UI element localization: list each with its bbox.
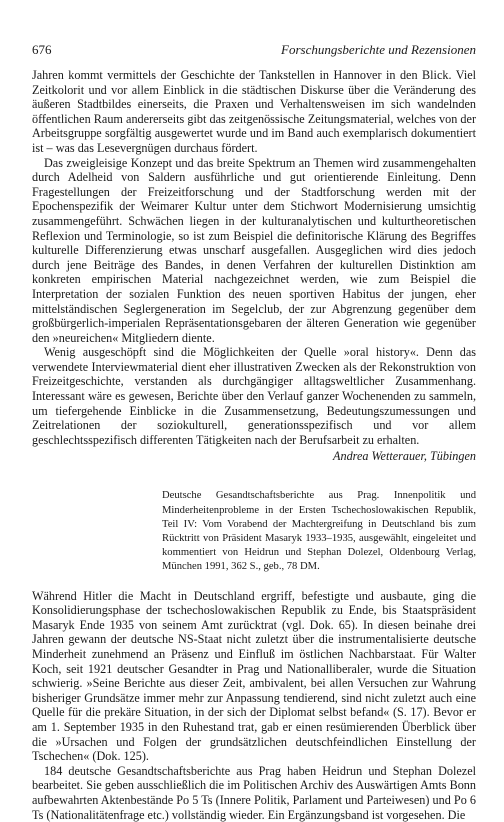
paragraph: Das zweigleisige Konzept und das breite Spektrum an Themen wird zusammengehalten durch Adelheid von Saldern ausführliche und gut orientierende Einleitung. Denn Fragestellungen der Freizeitforschung und der Stadtforschung werden mit der Epochenspezifik der Weimarer Kultur unter dem Stichwort Modernisierung umsichtig zusammengeführt. Schwächen liegen in der kulturanalytischen und kulturtheoretischen Reflexion und Terminologie, so ist zum Beispiel die definitorische Klärung des Begriffes kulturelle Differenzierung etwas unscharf ausgefallen. Ausgeglichen wird dies jedoch durch jene Beiträge des Bandes, in denen Verfahren der kulturellen Distinktion am konkreten empirischen Material nachgezeichnet werden, wie zum Beispiel die Interpretation der sozialen Funktion des neuen sportiven Habitus der jungen, eher mittelständischen Seglergeneration im Segelclub, der zur Abgrenzung gegenüber dem großbürgerlich-imperialen Repräsentationsgebaren der älteren Generation wie gegenüber den »neureichen« Mitgliedern diente.: [32, 155, 476, 345]
review-reference-block: [162, 489, 476, 574]
review-article-2: [32, 589, 476, 822]
reviewer-signature: Andrea Wetterauer, Tübingen: [333, 449, 476, 464]
page-number: 676: [32, 42, 52, 57]
review-article-1: [32, 68, 476, 465]
paragraph: Jahren kommt vermittels der Geschichte der Tankstellen in Hannover in den Blick. Viel Zeitkolorit und vor allem Einblick in die städtischen Diskurse über die Veränderung des äußeren Stadtbildes einerseits, die Praxen und Verhaltensweisen im sich wandelnden öffentlichen Raum andererseits gibt das zeitgenössische Zeitungsmaterial, welches von der Arbeitsgruppe sorgfältig ausgewertet wurde und im Band auch exemplarisch dokumentiert ist – was das Lesevergnügen durchaus fördert.: [32, 68, 476, 155]
paragraph: 184 deutsche Gesandtschaftsberichte aus Prag haben Heidrun und Stephan Dolezel bearbeitet. Sie geben ausschließlich die im Politischen Archiv des Auswärtigen Amts Bonn aufbewahrten Aktenbestände Po 5 Ts (Innere Politik, Parlament und Parteiwesen) und Po 6 Ts (Nationalitätenfrage etc.) vollständig wieder. Ein Ergänzungsband ist vorgesehen. Die: [32, 763, 476, 822]
paragraph: Während Hitler die Macht in Deutschland ergriff, befestigte und ausbaute, ging die Konsolidierungsphase der tschechoslowakischen Republik zu Ende, bis Staatspräsident Masaryk Ende 1935 von seinem Amt zurücktrat (vgl. Dok. 65). In diesen beinahe drei Jahren gewann der deutsche NS-Staat nicht zuletzt über die instrumentalisierte deutsche Minderheit zunehmend an Präsenz und Einfluß im östlichen Nachbarstaat. Für Walter Koch, seit 1921 deutscher Gesandter in Prag und Nationalliberaler, wurde die Situation schwierig. »Seine Berichte aus dieser Zeit, ambivalent, bei allen Versuchen zur Wahrung bisheriger Grundsätze immer mehr zur Anpassung tendierend, sind nicht zuletzt auch eine Quelle für die prekäre Situation, in der sich der Diplomat selbst befand« (S. 17). Bevor er am 1. September 1935 in den Ruhestand trat, gab er einen resümierenden Überblick über die »Ursachen und Folgen der grundsätzlichen deutschfeindlichen Einstellung der Tschechen« (Dok. 125).: [32, 588, 476, 764]
bibliographic-reference: Deutsche Gesandtschaftsberichte aus Prag. Innenpolitik und Minderheitenprobleme in der Ersten Tschechoslowakischen Republik, Teil IV: Vom Vorabend der Machtergreifung in Deutschland bis zum Rücktritt von Präsident Masaryk 1933–1935, ausgewählt, eingeleitet und kommentiert von Heidrun und Stephan Dolezel, Oldenbourg Verlag, München 1991, 362 S., geb., 78 DM.: [162, 490, 476, 573]
paragraph: Wenig ausgeschöpft sind die Möglichkeiten der Quelle »oral history«. Denn das verwendete Interviewmaterial dient eher illustrativen Zwecken als der Rekonstruktion von Freizeitgeschichte, verstanden als durchgängiger alltagsweltlicher Zusammenhang. Interessant wäre es gewesen, Berichte über den Verlauf ganzer Wochenenden zu sammeln, um tiefergehende Einblicke in die Zusammensetzung, Bedeutungszumessungen und Zeitrelationen der soziokulturell, generationsspezifisch und vor allem geschlechtsspezifisch differenten Tätigkeiten nach der Berufsarbeit zu erhalten.: [32, 345, 476, 447]
running-title: Forschungsberichte und Rezensionen: [281, 42, 476, 57]
page-header: [32, 42, 476, 58]
signature-row: [32, 447, 476, 465]
